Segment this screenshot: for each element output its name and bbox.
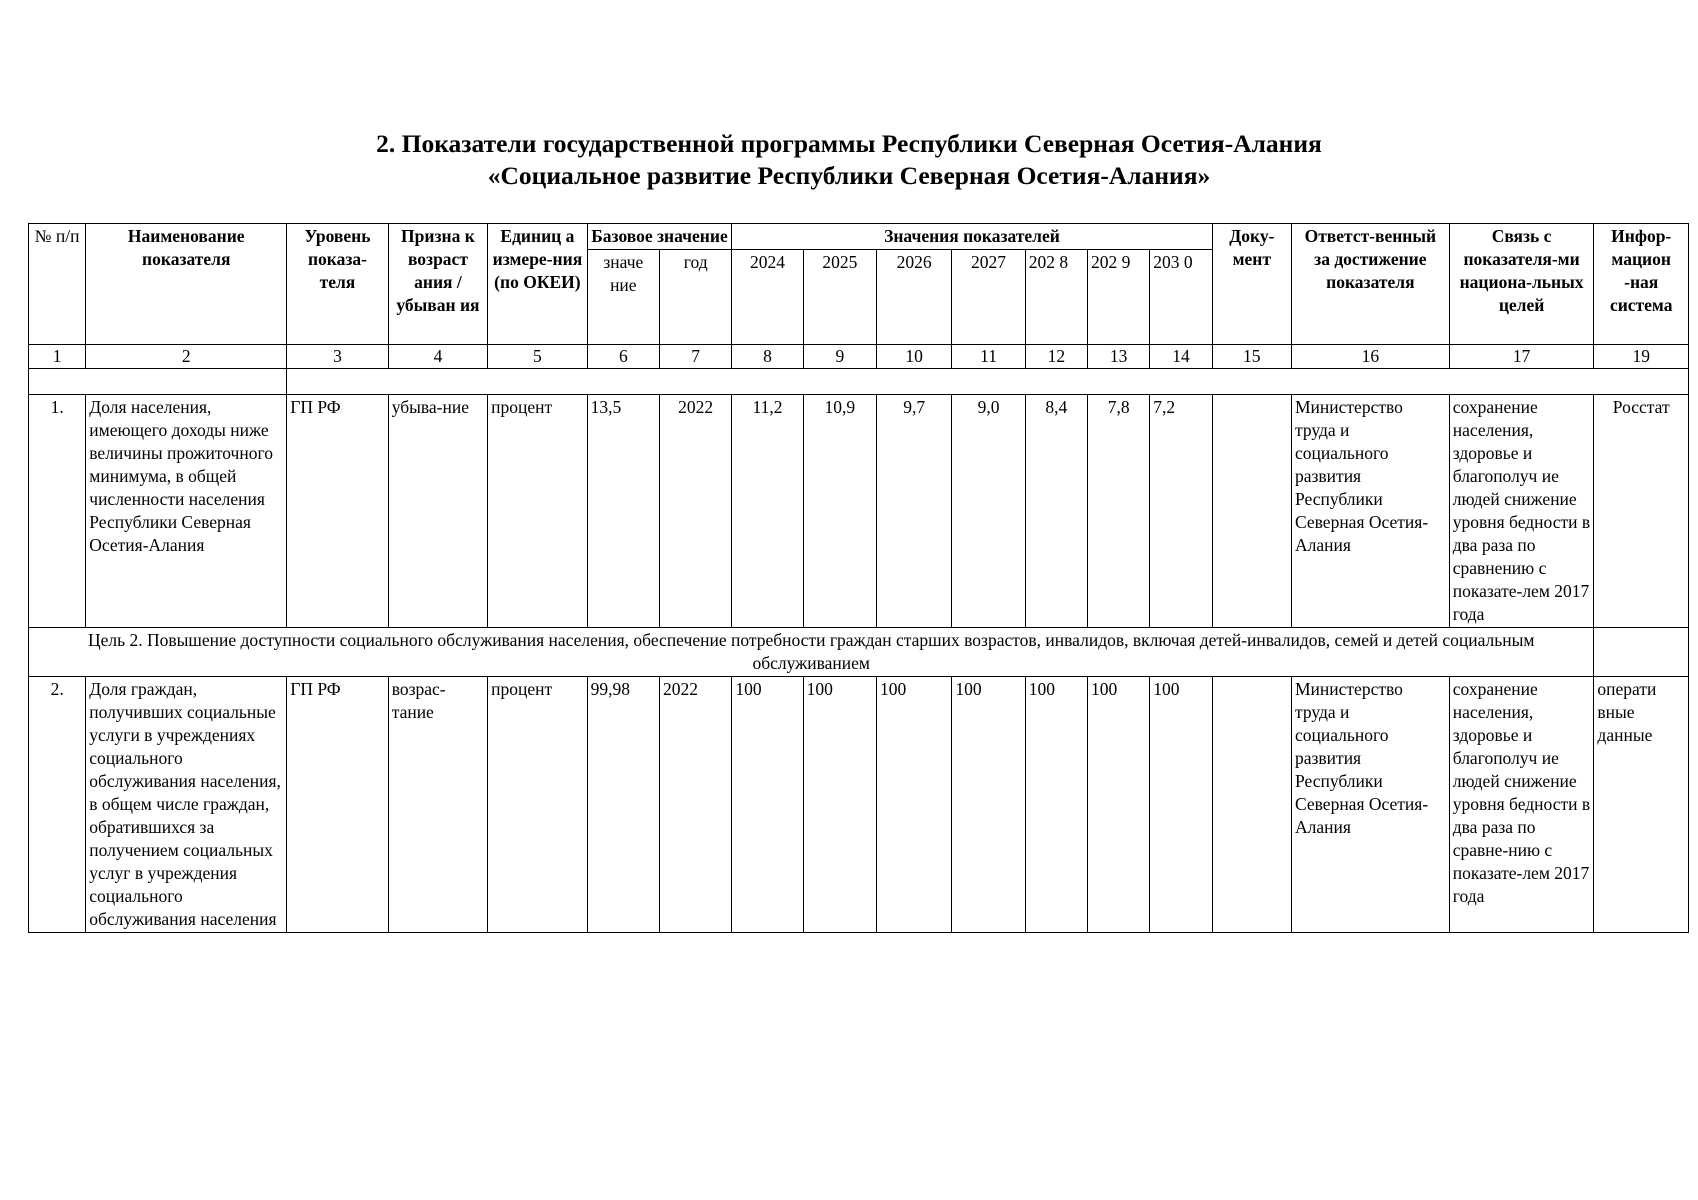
column-number: 4 xyxy=(388,345,487,369)
header-year: 202 8 xyxy=(1025,250,1087,345)
header-level: Уровень показа-теля xyxy=(287,224,388,345)
row-value: 10,9 xyxy=(803,395,876,628)
row-value: 100 xyxy=(732,677,803,933)
row-value: 100 xyxy=(877,677,952,933)
row-num: 2. xyxy=(29,677,86,933)
header-year: 2027 xyxy=(952,250,1025,345)
row-value: 7,8 xyxy=(1088,395,1150,628)
indicators-table xyxy=(28,223,1689,933)
row-value: 100 xyxy=(1088,677,1150,933)
header-year: 202 9 xyxy=(1088,250,1150,345)
row-link: сохранение населения, здоровье и благополуч ие людей снижение уровня бедности в два раза по сравнению с показате-лем 2017 года xyxy=(1449,395,1594,628)
row-name: Доля населения, имеющего доходы ниже величины прожиточного минимума, в общей численности населения Республики Северная Осетия-Алания xyxy=(86,395,287,628)
header-name: Наименование показателя xyxy=(86,224,287,345)
row-name: Доля граждан, получивших социальные услуги в учреждениях социального обслуживания населения, в общем числе граждан, обратившихся за получением социальных услуг в учреждения социального обслуживания населения xyxy=(86,677,287,933)
header-row-1 xyxy=(29,224,1689,250)
goal-2-row xyxy=(29,628,1689,677)
column-number: 10 xyxy=(877,345,952,369)
goal-1-text xyxy=(287,369,1689,395)
row-value: 7,2 xyxy=(1150,395,1212,628)
goal-2-blank xyxy=(1594,628,1689,677)
goal-2-text: Цель 2. Повышение доступности социального обслуживания населения, обеспечение потребности граждан старших возрастов, инвалидов, включая детей-инвалидов, семей и детей социальным обслуживанием xyxy=(29,628,1594,677)
header-link: Связь с показателя-ми национа-льных целей xyxy=(1449,224,1594,345)
header-base-value: значе ние xyxy=(587,250,659,345)
header-unit: Единиц а измере-ния (по ОКЕИ) xyxy=(488,224,587,345)
row-document xyxy=(1212,395,1291,628)
column-number: 5 xyxy=(488,345,587,369)
header-year: 2025 xyxy=(803,250,876,345)
indicator-row-2 xyxy=(29,677,1689,933)
row-document xyxy=(1212,677,1291,933)
row-link: сохранение населения, здоровье и благополуч ие людей снижение уровня бедности в два раза по сравне-нию с показате-лем 2017 года xyxy=(1449,677,1594,933)
row-unit: процент xyxy=(488,677,587,933)
header-sign: Призна к возраст ания / убыван ия xyxy=(388,224,487,345)
header-year: 2026 xyxy=(877,250,952,345)
row-value: 100 xyxy=(1150,677,1212,933)
column-number: 17 xyxy=(1449,345,1594,369)
row-responsible: Министерство труда и социального развития Республики Северная Осетия-Алания xyxy=(1291,395,1449,628)
column-number: 8 xyxy=(732,345,803,369)
header-year: 2024 xyxy=(732,250,803,345)
row-level: ГП РФ xyxy=(287,677,388,933)
indicator-row-1 xyxy=(29,395,1689,628)
column-number: 16 xyxy=(1291,345,1449,369)
title-line-1: 2. Показатели государственной программы Республики Северная Осетия-Алания xyxy=(376,129,1322,158)
row-info: Росстат xyxy=(1594,395,1689,628)
header-base-year: год xyxy=(659,250,731,345)
row-level: ГП РФ xyxy=(287,395,388,628)
header-values: Значения показателей xyxy=(732,224,1212,250)
row-base-year: 2022 xyxy=(659,677,731,933)
header-base: Базовое значение xyxy=(587,224,732,250)
document-title xyxy=(0,128,1698,192)
column-number: 15 xyxy=(1212,345,1291,369)
row-value: 100 xyxy=(952,677,1025,933)
row-base-value: 99,98 xyxy=(587,677,659,933)
column-number: 1 xyxy=(29,345,86,369)
row-value: 100 xyxy=(803,677,876,933)
column-number: 12 xyxy=(1025,345,1087,369)
row-base-year: 2022 xyxy=(659,395,731,628)
goal-1-blank xyxy=(29,369,287,395)
row-num: 1. xyxy=(29,395,86,628)
goal-1-row xyxy=(29,369,1689,395)
row-value: 8,4 xyxy=(1025,395,1087,628)
header-year: 203 0 xyxy=(1150,250,1212,345)
header-info: Инфор-мацион -ная система xyxy=(1594,224,1689,345)
row-value: 9,0 xyxy=(952,395,1025,628)
row-sign: возрас-тание xyxy=(388,677,487,933)
header-document: Доку-мент xyxy=(1212,224,1291,345)
row-info: операти вные данные xyxy=(1594,677,1689,933)
column-number: 6 xyxy=(587,345,659,369)
column-numbers-row xyxy=(29,345,1689,369)
column-number: 11 xyxy=(952,345,1025,369)
column-number: 13 xyxy=(1088,345,1150,369)
row-sign: убыва-ние xyxy=(388,395,487,628)
column-number: 14 xyxy=(1150,345,1212,369)
row-value: 100 xyxy=(1025,677,1087,933)
column-number: 3 xyxy=(287,345,388,369)
title-line-2: «Социальное развитие Республики Северная Осетия-Алания» xyxy=(487,161,1211,190)
row-responsible: Министерство труда и социального развития Республики Северная Осетия-Алания xyxy=(1291,677,1449,933)
column-number: 19 xyxy=(1594,345,1689,369)
column-number: 2 xyxy=(86,345,287,369)
row-value: 9,7 xyxy=(877,395,952,628)
row-value: 11,2 xyxy=(732,395,803,628)
header-num: № п/п xyxy=(29,224,86,345)
header-responsible: Ответст-венный за достижение показателя xyxy=(1291,224,1449,345)
column-number: 7 xyxy=(659,345,731,369)
row-base-value: 13,5 xyxy=(587,395,659,628)
row-unit: процент xyxy=(488,395,587,628)
column-number: 9 xyxy=(803,345,876,369)
